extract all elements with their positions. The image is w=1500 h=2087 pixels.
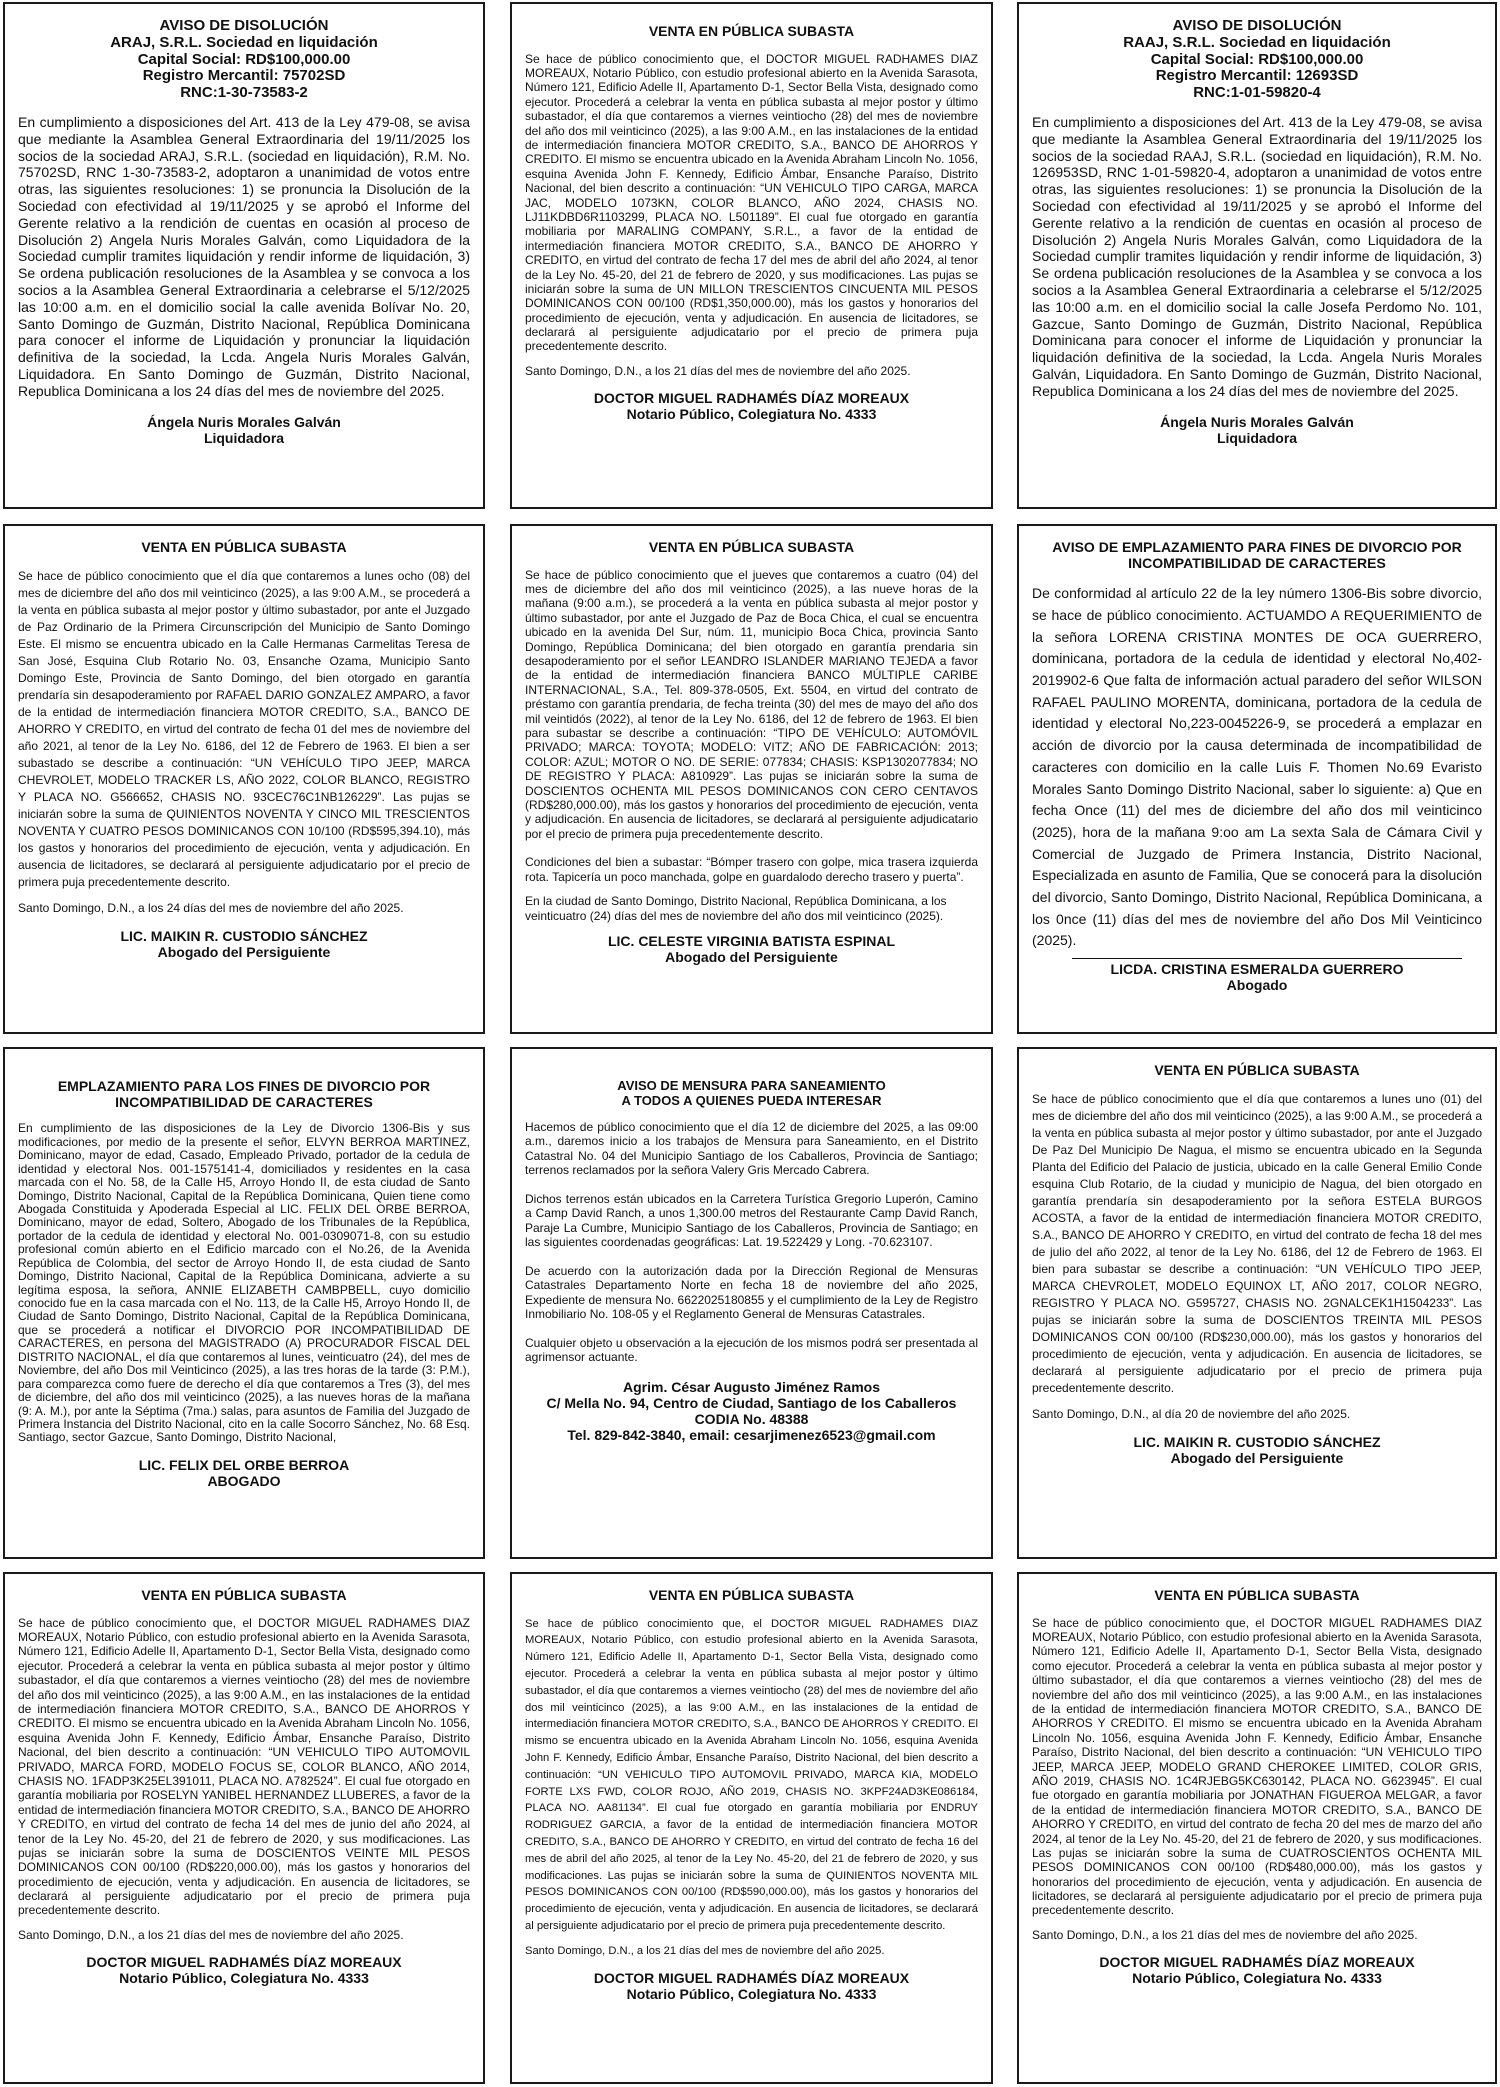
notice-signature: LIC. MAIKIN R. CUSTODIO SÁNCHEZ Abogado del Persiguiente (1133, 1433, 1381, 1466)
notice-auction-toyota (510, 524, 993, 1034)
notice-divorce-summons-montes (1017, 524, 1497, 1034)
notice-title: AVISO DE DISOLUCIÓN RAAJ, S.R.L. Sociedad en liquidación Capital Social: RD$100,000.00 Registro Mercantil: 12693SD RNC:1-01-59820-4 (1123, 17, 1391, 102)
notice-auction-ford-focus (3, 1572, 485, 2084)
notice-title: AVISO DE MENSURA PARA SANEAMIENTO A TODOS A QUIENES PUEDA INTERESAR (617, 1078, 886, 1108)
notice-body: Se hace de público conocimiento que, el DOCTOR MIGUEL RADHAMES DIAZ MOREAUX, Notario Público, con estudio profesional abierto en la Avenida Sarasota, Número 121, Edificio Adelle II, Apartamento D-1, Sector Bella Vista, designado como ejecutor. Procederá a celebrar la venta en pública subasta al mejor postor y último subastador, el día que contaremos a viernes veintiocho (28) del mes de noviembre del año dos mil veinticinco (2025), a las 9:00 A.M., en las instalaciones de la entidad de intermediación financiera MOTOR CREDITO, S.A., BANCO DE AHORROS Y CREDITO. El mismo se encuentra ubicado en la Avenida Abraham Lincoln No. 1056, esquina Avenida John F. Kennedy, Edificio Ámbar, Ensanche Paraíso, Distrito Nacional, del bien descrito a continuación: “UN VEHICULO TIPO JEEP, MARCA JEEP, MODELO GRAND CHEROKEE LIMITED, COLOR GRIS, AÑO 2019, CHASIS NO. 1C4RJEBG5KC630142, PLACA NO. G623945”. El cual fue otorgado en garantía mobiliaria por JONATHAN FIGUEROA MELGAR, a favor de la entidad de intermediación financiera MOTOR CREDITO, S.A., BANCO DE AHORRO Y CREDITO, en virtud del contrato de fecha 20 del mes de marzo del año 2024, al tenor de la Ley No. 45-20, del 21 de febrero de 2020, y sus modificaciones. Las pujas se iniciarán sobre la suma de CUATROSCIENTOS OCHENTA MIL PESOS DOMINICANOS CON 00/100 (RD$480,000.00), más los gastos y honorarios del procedimiento de ejecución, venta y adjudicación. En ausencia de licitadores, se declarará al persiguiente adjudicatario por el precio de primera puja precedentemente descrito. (1032, 1615, 1482, 1918)
notice-survey-sanitation (510, 1047, 993, 1559)
notice-body: En cumplimiento a disposiciones del Art. 413 de la Ley 479-08, se avisa que mediante la Asamblea General Extraordinaria del 19/11/2025 los socios de la sociedad ARAJ, S.R.L. (sociedad en liquidación), R.M. No. 75702SD, RNC 1-30-73583-2, adoptaron a unanimidad de votos entre otras, las siguientes resoluciones: 1) se pronuncia la Disolución de la Sociedad con efectividad al 19/11/2025 y se aprobó el Informe del Gerente relativo a la rendición de cuentas en ocasión al proceso de Disolución 2) Angela Nuris Morales Galván, como Liquidadora de la Sociedad cumplir tramites liquidación y rendir informe de liquidación, 3) Se ordena publicación resoluciones de la Asamblea y se convoca a los socios a la Asamblea General Extraordinaria a celebrarse el 5/12/2025 las 10:00 a.m. en el domicilio social la calle avenida Bolívar No. 20, Santo Domingo de Guzmán, Distrito Nacional, República Dominicana para conocer el informe de Liquidación y pronunciar la liquidación definitiva de la sociedad, la Lcda. Angela Nuris Morales Galván, Liquidadora. En Santo Domingo de Guzmán, Distrito Nacional, Republica Dominicana a los 24 días del mes de noviembre del 2025. (18, 113, 470, 399)
notice-closing: Santo Domingo, D.N., a los 21 días del mes de noviembre del año 2025. (1032, 1927, 1418, 1942)
notice-title: VENTA EN PÚBLICA SUBASTA (141, 1587, 347, 1603)
notice-closing: Santo Domingo, D.N., al día 20 de noviembre del año 2025. (1032, 1407, 1351, 1422)
notice-body: Se hace de público conocimiento que, el DOCTOR MIGUEL RADHAMES DIAZ MOREAUX, Notario Público, con estudio profesional abierto en la Avenida Sarasota, Número 121, Edificio Adelle II, Apartamento D-1, Sector Bella Vista, designado como ejecutor. Procederá a celebrar la venta en pública subasta al mejor postor y último subastador, el día que contaremos a viernes veintiocho (28) del mes de noviembre del año dos mil veinticinco (2025), a las 9:00 A.M., en las instalaciones de la entidad de intermediación financiera MOTOR CREDITO, S.A., BANCO DE AHORROS Y CREDITO. El mismo se encuentra ubicado en la Avenida Abraham Lincoln No. 1056, esquina Avenida John F. Kennedy, Edificio Ámbar, Ensanche Paraíso, Distrito Nacional, del bien descrito a continuación: “UN VEHICULO TIPO CARGA, MARCA JAC, MODELO 1073KN, COLOR BLANCO, AÑO 2024, CHASIS NO. LJ11KDBD6R1103299, PLACA NO. L501189”. El cual fue otorgado en garantía mobiliaria por MARALING COMPANY, S.R.L., a favor de la entidad de intermediación financiera MOTOR CREDITO, S.A., BANCO DE AHORRO Y CREDITO, en virtud del contrato de fecha 17 del mes de abril del año 2024, al tenor de la Ley No. 45-20, del 21 de febrero de 2020, y sus modificaciones. Las pujas se iniciarán sobre la suma de UN MILLON TRESCIENTOS CINCUENTA MIL PESOS DOMINICANOS CON 00/100 (RD$1,350,000.00), más los gastos y honorarios del procedimiento de ejecución, venta y adjudicación. En ausencia de licitadores, se declarará al persiguiente adjudicatario por el precio de primera puja precedentemente descrito. (525, 51, 978, 354)
notice-signature: DOCTOR MIGUEL RADHAMÉS DÍAZ MOREAUX Notario Público, Colegiatura No. 4333 (593, 1970, 910, 2003)
notice-title: EMPLAZAMIENTO PARA LOS FINES DE DIVORCIO POR INCOMPATIBILIDAD DE CARACTERES (57, 1078, 431, 1110)
notice-closing: Santo Domingo, D.N., a los 21 días del mes de noviembre del año 2025. (18, 1927, 404, 1942)
notice-title: AVISO DE DISOLUCIÓN ARAJ, S.R.L. Sociedad en liquidación Capital Social: RD$100,000.00 Registro Mercantil: 75702SD RNC:1-30-73583-2 (110, 17, 378, 102)
notice-signature: DOCTOR MIGUEL RADHAMÉS DÍAZ MOREAUX Notario Público, Colegiatura No. 4333 (86, 1954, 402, 1987)
notice-body: Se hace de público conocimiento que el jueves que contaremos a cuatro (04) del mes de diciembre del año dos mil veinticinco (2025), a las nueve horas de la mañana (9:00 a.m.), se procederá a la venta en pública subasta al mejor postor y último subastador, por ante el Juzgado de Paz de Boca Chica, el cual se encuentra ubicado en la avenida Del Sur, núm. 11, municipio Boca Chica, provincia Santo Domingo, República Dominicana; del bien otorgado en garantía prendaria sin desapoderamiento por el señor LEANDRO ISLANDER MARIANO TEJEDA a favor de la entidad de intermediación financiera BANCO MÚLTIPLE CARIBE INTERNACIONAL, S.A., Tel. 809-378-0505, Ext. 5504, en virtud del contrato de préstamo con garantía prendaria, de fecha treinta (30) del mes de mayo del año dos mil veintidós (2022), al tenor de la Ley No. 6186, del 12 de febrero de 1963. El bien para subastar se describe a continuación: “TIPO DE VEHÍCULO: AUTOMÓVIL PRIVADO; MARCA: TOYOTA; MODELO: VITZ; AÑO DE FABRICACIÓN: 2013; COLOR: AZUL; MOTOR O NO. DE SERIE: 077834; CHASIS: KSP1302077834; NO DE REGISTRO Y PLACA: A810929”. Las pujas se iniciarán sobre la suma de DOSCIENTOS OCHENTA MIL PESOS DOMINICANOS CON CERO CENTAVOS (RD$280,000.00), más los gastos y honorarios del procedimiento de ejecución, venta y adjudicación. En ausencia de licitadores, se declarará al persiguiente adjudicatario por el precio de primera puja precedentemente descrito. Condiciones del bien a subastar: “Bómper trasero con golpe, mica trasera izquierda rota. Tapicería un poco manchada, golpe en guardalodo derecho trasero y puerta”. (525, 567, 978, 884)
notice-divorce-summons-berroa (3, 1047, 485, 1559)
notice-title: VENTA EN PÚBLICA SUBASTA (141, 539, 347, 555)
notice-closing: Santo Domingo, D.N., a los 21 días del mes de noviembre del año 2025. (525, 1944, 885, 1957)
notice-body: En cumplimiento a disposiciones del Art. 413 de la Ley 479-08, se avisa que mediante la Asamblea General Extraordinaria del 19/11/2025 los socios de la sociedad RAAJ, S.R.L. (sociedad en liquidación), R.M. No. 126953SD, RNC 1-01-59820-4, adoptaron a unanimidad de votos entre otras, las siguientes resoluciones: 1) se pronuncia la Disolución de la Sociedad con efectividad al 19/11/2025 y se aprobó el Informe del Gerente relativo a la rendición de cuentas en ocasión al proceso de Disolución 2) Angela Nuris Morales Galván, como Liquidadora de la Sociedad cumplir tramites liquidación y rendir informe de liquidación, 3) Se ordena publicación resoluciones de la Asamblea y se convoca a los socios a la Asamblea General Extraordinaria a celebrarse el 5/12/2025 las 10:00 a.m. en el domicilio social la calle Josefa Perdomo No. 101, Gazcue, Santo Domingo de Guzmán, Distrito Nacional, República Dominicana para conocer el informe de Liquidación y pronunciar la liquidación definitiva de la sociedad, la Lcda. Angela Nuris Morales Galván, Liquidadora. En Santo Domingo de Guzmán, Distrito Nacional, Republica Dominicana a los 24 días del mes de noviembre del 2025. (1032, 113, 1482, 399)
notice-signature: DOCTOR MIGUEL RADHAMÉS DÍAZ MOREAUX Notario Público, Colegiatura No. 4333 (1099, 1954, 1415, 1987)
notice-auction-equinox (1017, 1047, 1497, 1559)
notice-body: Se hace de público conocimiento que, el DOCTOR MIGUEL RADHAMES DIAZ MOREAUX, Notario Público, con estudio profesional abierto en la Avenida Sarasota, Número 121, Edificio Adelle II, Apartamento D-1, Sector Bella Vista, designado como ejecutor. Procederá a celebrar la venta en pública subasta al mejor postor y último subastador, el día que contaremos a viernes veintiocho (28) del mes de noviembre del año dos mil veinticinco (2025), a las 9:00 A.M., en las instalaciones de la entidad de intermediación financiera MOTOR CREDITO, S.A., BANCO DE AHORROS Y CREDITO. El mismo se encuentra ubicado en la Avenida Abraham Lincoln No. 1056, esquina Avenida John F. Kennedy, Edificio Ámbar, Ensanche Paraíso, Distrito Nacional, del bien descrito a continuación: “UN VEHICULO TIPO AUTOMOVIL PRIVADO, MARCA FORD, MODELO FOCUS SE, COLOR BLANCO, AÑO 2014, CHASIS NO. 1FADP3K25EL391011, PLACA NO. A782524”. El cual fue otorgado en garantía mobiliaria por ROSELYN YANIBEL HERNANDEZ LLUBERES, a favor de la entidad de intermediación financiera MOTOR CREDITO, S.A., BANCO DE AHORRO Y CREDITO, en virtud del contrato de fecha 14 del mes de junio del año 2024, al tenor de la Ley No. 45-20, del 21 de febrero de 2020, y sus modificaciones. Las pujas se iniciarán sobre la suma de DOSCIENTOS VEINTE MIL PESOS DOMINICANOS CON 00/100 (RD$220,000.00), más los gastos y honorarios del procedimiento de ejecución, venta y adjudicación. En ausencia de licitadores, se declarará al persiguiente adjudicatario por el precio de primera puja precedentemente descrito. (18, 1615, 470, 1918)
notice-signature: DOCTOR MIGUEL RADHAMÉS DÍAZ MOREAUX Notario Público, Colegiatura No. 4333 (593, 390, 910, 423)
notice-body: De conformidad al artículo 22 de la ley número 1306-Bis sobre divorcio, se hace de público conocimiento. ACTUAMDO A REQUERIMIENTO de la señora LORENA CRISTINA MONTES DE OCA GUERRERO, dominicana, portadora de la cedula de identidad y electoral No,402-2019902-6 Que falta de información actual paradero del señor WILSON RAFAEL PAULINO MORENTA, dominicana, portadora de la cedula de identidad y electoral No,223-0045226-9, se procederá a emplazar en acción de divorcio por la causa determinada de incompatibilidad de caracteres con domicilio en la calle Luis F. Thomen No.69 Evaristo Morales Santo Domingo Distrito Nacional, saber lo siguiente: a) Que en fecha Once (11) del mes de diciembre del año dos mil veinticinco (2025), hora de la mañana 9:oo am La sexta Sala de Cámara Civil y Comercial de Juzgado de Primera Instancia, Distrito Nacional, Especializada en asunto de Familia, Que se conocerá para la disolución del divorcio, Santo Domingo, Distrito Nacional, República Dominicana, a los 0nce (11) días del mes de noviembre del año Dos Mil Veinticinco (2025). (1032, 585, 1482, 949)
notice-title: VENTA EN PÚBLICA SUBASTA (1154, 1587, 1360, 1603)
notice-signature: LIC. FELIX DEL ORBE BERROA ABOGADO (138, 1456, 350, 1489)
notice-dissolution-araj (3, 2, 485, 509)
notice-title: VENTA EN PÚBLICA SUBASTA (648, 539, 855, 555)
notice-signature: LICDA. CRISTINA ESMERALDA GUERRERO Abogado (1110, 961, 1404, 994)
notice-body: Se hace de público conocimiento que el día que contaremos a lunes uno (01) del mes de diciembre del año dos mil veinticinco (2025), a las 9:00 A.M., se procederá a la venta en pública subasta al mejor postor y último subastador, por ante el Juzgado De Paz Del Municipio De Nagua, el mismo se encuentra ubicado en la Segunda Planta del Edificio del Palacio de justicia, ubicado en la calle General Emilio Conde esquina Club Rotario, de la ciudad y municipio de Nagua, del bien otorgado en garantía prendaría sin desapoderamiento por la señora ESTELA BURGOS ACOSTA, a favor de la entidad de intermediación financiera MOTOR CREDITO, S.A., BANCO DE AHORRO Y CREDITO, en virtud del contrato de fecha 18 del mes de julio del año 2022, al tenor de la Ley No. 6186, del 12 de Febrero de 1963. El bien para subastar se describe a continuación: “UN VEHÍCULO TIPO JEEP, MARCA CHEVROLET, MODELO EQUINOX LT, AÑO 2017, COLOR NEGRO, REGISTRO Y PLACA NO. G595727, CHASIS NO. 2GNALCEK1H1504233”. Las pujas se iniciarán sobre la suma de DOSCIENTOS TREINTA MIL PESOS DOMINICANOS CON 00/100 (RD$230,000.00), más los gastos y honorarios del procedimiento de ejecución, venta y adjudicación. En ausencia de licitadores, se declarará al persiguiente adjudicatario por el precio de primera puja precedentemente descrito. (1032, 1091, 1482, 1396)
notice-title: VENTA EN PÚBLICA SUBASTA (1154, 1062, 1360, 1078)
notice-closing: En la ciudad de Santo Domingo, Distrito Nacional, República Dominicana, a los veinticuatro (24) días del mes de noviembre del año dos mil veinticinco (2025). (525, 894, 947, 923)
notice-signature: LIC. CELESTE VIRGINIA BATISTA ESPINAL Abogado del Persiguiente (607, 933, 895, 966)
notice-auction-tracker (3, 524, 485, 1034)
notice-auction-jac (510, 2, 993, 509)
notice-body: Se hace de público conocimiento que, el DOCTOR MIGUEL RADHAMES DIAZ MOREAUX, Notario Público, con estudio profesional abierto en la Avenida Sarasota, Número 121, Edificio Adelle II, Apartamento D-1, Sector Bella Vista, designado como ejecutor. Procederá a celebrar la venta en pública subasta al mejor postor y último subastador, el día que contaremos a viernes veintiocho (28) del mes de noviembre del año dos mil veinticinco (2025), a las 9:00 A.M., en las instalaciones de la entidad de intermediación financiera MOTOR CREDITO, S.A., BANCO DE AHORROS Y CREDITO. El mismo se encuentra ubicado en la Avenida Abraham Lincoln No. 1056, esquina Avenida John F. Kennedy, Edificio Ámbar, Ensanche Paraíso, Distrito Nacional, del bien descrito a continuación: “UN VEHICULO TIPO AUTOMOVIL PRIVADO, MARCA KIA, MODELO FORTE LXS FWD, COLOR ROJO, AÑO 2019, CHASIS NO. 3KPF24AD3KE086184, PLACA NO. AA81134”. El cual fue otorgado en garantía mobiliaria por ENDRUY RODRIGUEZ GARCIA, a favor de la entidad de intermediación financiera MOTOR CREDITO, S.A., BANCO DE AHORRO Y CREDITO, en virtud del contrato de fecha 16 del mes de abril del año 2025, al tenor de la Ley No. 45-20, del 21 de febrero de 2020, y sus modificaciones. Las pujas se iniciarán sobre la suma de QUINIENTOS NOVENTA MIL PESOS DOMINICANOS CON 00/100 (RD$590,000.00), más los gastos y honorarios del procedimiento de ejecución, venta y adjudicación. En ausencia de licitadores, se declarará al persiguiente adjudicatario por el precio de primera puja precedentemente descrito. (525, 1617, 978, 1933)
notice-body: Se hace de público conocimiento que el día que contaremos a lunes ocho (08) del mes de diciembre del año dos mil veinticinco (2025), a las 9:00 A.M., se procederá a la venta en pública subasta al mejor postor y último subastador, por ante el Juzgado de Paz Ordinario de la Primera Circunscripción del Municipio de Santo Domingo Este. El mismo se encuentra ubicado en la Calle Hermanas Carmelitas Teresa de San José, Esquina Club Rotario No. 03, Ensanche Ozama, Municipio Santo Domingo Este, Provincia de Santo Domingo, del bien otorgado en garantía prendaría sin desapoderamiento por RAFAEL DARIO GONZALEZ AMPARO, a favor de la entidad de intermediación financiera MOTOR CREDITO, S.A., BANCO DE AHORRO Y CREDITO, en virtud del contrato de fecha 01 del mes de noviembre del año 2021, al tenor de la Ley No. 6186, del 12 de Febrero de 1963. El bien a ser subastado se describe a continuación: “UN VEHÍCULO TIPO JEEP, MARCA CHEVROLET, MODELO TRACKER LS, AÑO 2022, COLOR BLANCO, REGISTRO Y PLACA NO. G566652, CHASIS NO. 93CEC76C1NB126229”. Las pujas se iniciarán sobre la suma de QUINIENTOS NOVENTA Y CINCO MIL TRESCIENTOS NOVENTA Y CUATRO PESOS DOMINICANOS CON 10/100 (RD$595,394.10), más los gastos y honorarios del procedimiento de ejecución, venta y adjudicación. En ausencia de licitadores, se declarará al persiguiente adjudicatario por el precio de primera puja precedentemente descrito. (18, 568, 470, 890)
notice-auction-kia-forte (510, 1572, 993, 2084)
signature-line (1072, 958, 1462, 959)
notice-signature: Agrim. César Augusto Jiménez Ramos C/ Mella No. 94, Centro de Ciudad, Santiago de los Caballeros CODIA No. 48388 Tel. 829-842-3840, email: cesarjimenez6523@gmail.com (546, 1378, 957, 1444)
notice-body: En cumplimiento de las disposiciones de la Ley de Divorcio 1306-Bis y sus modificaciones, por medio de la presente el señor, ELVYN BERROA MARTINEZ, Dominicano, mayor de edad, Casado, Empleado Privado, portador de la cedula de identidad y electoral Nos. 001-1575141-4, domiciliados y residentes en la casa marcada con el No. 58, de la Calle H5, Arroyo Hondo II, de esta ciudad de Santo Domingo, Distrito Nacional, Capital de la República Dominicana, Quien tiene como Abogada Constituida y Apoderada Especial al LIC. FELIX DEL ORBE BERROA, Dominicano, mayor de edad, Soltero, Abogado de los Tribunales de la República, portador de la cedula de identidad y electoral No. 001-0309071-8, con su estudio profesional común abierto en el Edificio marcado con el No.26, de la Avenida República de Colombia, del sector de Arroyo Hondo II, de esta ciudad de Santo Domingo, Distrito Nacional, Capital de la República Dominicana, advierte a su legítima esposa, la señora, ANNIE ELIZABETH CAMBPBELL, cuyo domicilio conocido fue en la casa marcada con el No. 113, de la Calle H5, Arroyo Hondo II, de Ciudad de Santo Domingo, Distrito Nacional, Capital de la República Dominicana, que se procederá a notificar el DIVORCIO POR INCOMPATIBILIDAD DE CARACTERES, en persona del MAGISTRADO (A) PROCURADOR FISCAL DEL DISTRITO NACIONAL, el día que contaremos al lunes, veinticuatro (24), del mes de Noviembre, del año Dos mil Veinticinco (2025), a las tres horas de la tarde (3: P.M.), para comparezca como fuere de derecho el día que contaremos a Tres (3), del mes de diciembre, del año dos mil veinticinco (2025), a las nueves horas de la mañana (9: A. M.), por ante la Séptima (7ma.) salas, para asuntos de Familia del Juzgado de Primera Instancia del Distrito Nacional, cito en la calle Socorro Sánchez, No. 68 Esq. Santiago, sector Gazcue, Santo Domingo, Distrito Nacional, (18, 1121, 470, 1445)
notice-dissolution-raaj (1017, 2, 1497, 509)
notice-auction-grand-cherokee (1017, 1572, 1497, 2084)
notice-closing: Santo Domingo, D.N., a los 21 días del mes de noviembre del año 2025. (525, 363, 911, 378)
notice-closing: Santo Domingo, D.N., a los 24 días del mes de noviembre del año 2025. (18, 901, 404, 916)
notice-signature: Ángela Nuris Morales Galván Liquidadora (1160, 413, 1354, 446)
notice-signature: LIC. MAIKIN R. CUSTODIO SÁNCHEZ Abogado del Persiguiente (120, 927, 368, 960)
notice-title: VENTA EN PÚBLICA SUBASTA (648, 1587, 855, 1603)
notice-title: VENTA EN PÚBLICA SUBASTA (648, 23, 855, 39)
notice-title: AVISO DE EMPLAZAMIENTO PARA FINES DE DIVORCIO POR INCOMPATIBILIDAD DE CARACTERES (1052, 539, 1462, 571)
notice-body: Hacemos de público conocimiento que el día 12 de diciembre del 2025, a las 09:00 a.m., daremos inicio a los trabajos de Mensura para Saneamiento, en el Distrito Catastral No. 04 del Municipio Santiago de los Caballeros, Provincia de Santiago; terrenos reclamados por la señora Valery Gris Mercado Cabrera. Dichos terrenos están ubicados en la Carretera Turística Gregorio Luperón, Camino a Camp David Ranch, a unos 1,300.00 metros del Restaurante Camp David Ranch, Paraje La Cumbre, Municipio Santiago de los Caballeros, Provincia de Santiago; en las siguientes coordenadas geográficas: Lat. 19.522429 y Long. -70.623107. De acuerdo con la autorización dada por la Dirección Regional de Mensuras Catastrales Departamento Norte en fecha 18 de noviembre del año 2025, Expediente de mensura No. 6622025180855 y el cumplimiento de la Ley de Registro Inmobiliario No. 108-05 y el Reglamento General de Mensuras Catastrales. Cualquier objeto u observación a la ejecución de los mismos podrá ser presentada al agrimensor actuante. (525, 1120, 978, 1365)
notice-signature: Ángela Nuris Morales Galván Liquidadora (147, 413, 341, 446)
